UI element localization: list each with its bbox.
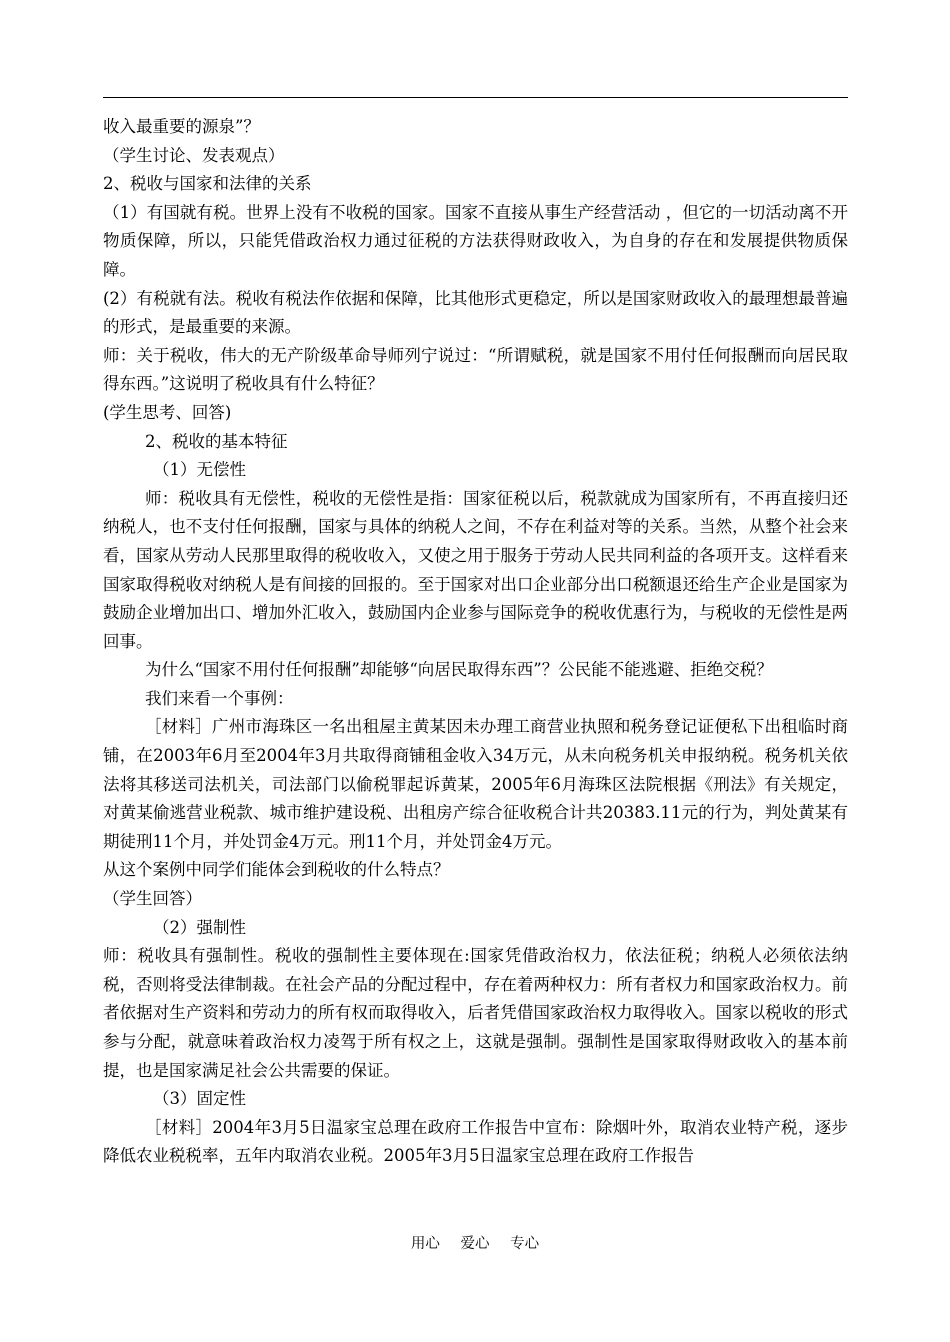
paragraph: （1）无偿性 [153,460,246,480]
paragraph: ［材料］广州市海珠区一名出租屋主黄某因未办理工商营业执照和税务登记证便私下出租临时商铺，在2003年6月至2004年3月共取得商铺租金收入34万元，从未向税务机关申报纳税。税务机关依法将其移送司法机关，司法部门以偷税罪起诉黄某，2005年6月海珠区法院根据《刑法》有关规定，对黄某偷逃营业税款、城市维护建设税、出租房产综合征收税合计共20383.11元的行为，判处黄某有期徒刑11个月，并处罚金4万元。刑11个月，并处罚金4万元。 [103,717,848,851]
paragraph: 师：税收具有无偿性，税收的无偿性是指：国家征税以后，税款就成为国家所有，不再直接归还纳税人，也不支付任何报酬，国家与具体的纳税人之间，不存在利益对等的关系。当然，从整个社会来看，国家从劳动人民那里取得的税收收入，又使之用于服务于劳动人民共同利益的各项开支。这样看来国家取得税收对纳税人是有间接的回报的。至于国家对出口企业部分出口税额退还给生产企业是国家为鼓励企业增加出口、增加外汇收入，鼓励国内企业参与国际竞争的税收优惠行为，与税收的无偿性是两回事。 [103,488,848,651]
footer-item: 爱心 [460,1236,490,1252]
paragraph: 2、税收的基本特征 [145,431,288,451]
paragraph: （3）固定性 [153,1089,246,1109]
paragraph: 2、税收与国家和法律的关系 [103,174,312,194]
paragraph: 我们来看一个事例： [145,688,294,708]
paragraph: 师：税收具有强制性。税收的强制性主要体现在:国家凭借政治权力，依法征税；纳税人必须依法纳税，否则将受法律制裁。在社会产品的分配过程中，存在着两种权力：所有者权力和国家政治权力。前者依据对生产资料和劳动力的所有权而取得收入，后者凭借国家政治权力取得收入。国家以税收的形式参与分配，就意味着政治权力凌驾于所有权之上，这就是强制。强制性是国家取得财政收入的基本前提，也是国家满足社会公共需要的保证。 [103,946,848,1080]
footer-item: 专心 [510,1236,540,1252]
page-footer [0,1232,950,1253]
document-body [103,113,848,1171]
paragraph: 师：关于税收，伟大的无产阶级革命导师列宁说过：“所谓赋税，就是国家不用付任何报酬而向居民取得东西。”这说明了税收具有什么特征？ [103,345,848,394]
footer-item: 用心 [410,1236,440,1252]
paragraph: ［材料］2004年3月5日温家宝总理在政府工作报告中宣布：除烟叶外，取消农业特产税，逐步降低农业税税率，五年内取消农业税。2005年3月5日温家宝总理在政府工作报告 [103,1117,848,1166]
paragraph: 收入最重要的源泉”？ [103,117,260,136]
paragraph: （1）有国就有税。世界上没有不收税的国家。国家不直接从事生产经营活动 ，但它的一切活动离不开物质保障，所以，只能凭借政治权力通过征税的方法获得财政收入，为自身的存在和发展提供物质保障。 [103,202,848,279]
paragraph: （2）强制性 [153,917,246,937]
paragraph: (学生思考、回答) [103,402,232,422]
paragraph: 为什么“国家不用付任何报酬”却能够“向居民取得东西”？公民能不能逃避、拒绝交税？ [145,660,773,680]
header-rule [103,97,848,98]
paragraph: （学生回答） [103,889,202,909]
paragraph: （学生讨论、发表观点） [103,145,285,165]
paragraph: (2）有税就有法。税收有税法作依据和保障，比其他形式更稳定，所以是国家财政收入的最理想最普遍的形式，是最重要的来源。 [103,288,848,337]
paragraph: 从这个案例中同学们能体会到税收的什么特点？ [103,860,450,880]
